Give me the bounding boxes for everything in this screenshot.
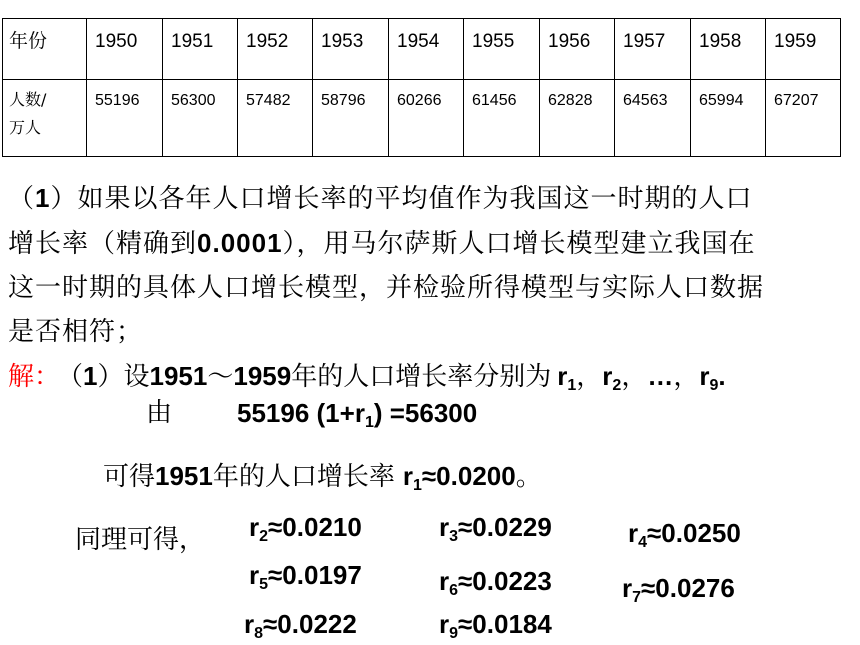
population-value: 56300 bbox=[171, 92, 216, 109]
rate-symbol: r bbox=[402, 461, 413, 491]
population-value: 62828 bbox=[548, 92, 593, 109]
solution-part: 年的人口增长率分别为 bbox=[291, 362, 552, 392]
year-cell bbox=[163, 19, 238, 80]
rate-symbol: r bbox=[439, 566, 450, 596]
year-header-cell bbox=[3, 19, 87, 80]
rate-symbol: r bbox=[602, 361, 613, 391]
year-cell bbox=[766, 19, 841, 80]
population-cell bbox=[389, 80, 464, 157]
population-cell bbox=[87, 80, 163, 157]
rate-value: ≈0.0229 bbox=[458, 512, 552, 542]
rate-subscript: 4 bbox=[638, 534, 648, 551]
year-to: 1959 bbox=[233, 361, 292, 391]
population-value: 58796 bbox=[321, 92, 366, 109]
population-value: 64563 bbox=[623, 92, 668, 109]
question-line bbox=[8, 221, 853, 266]
year-cell bbox=[540, 19, 615, 80]
rate-r3 bbox=[439, 512, 552, 546]
rate-subscript: 2 bbox=[612, 377, 622, 394]
result-part: 可得 bbox=[103, 462, 156, 492]
solution-part: （ bbox=[70, 362, 84, 392]
population-header-line1: 人数/ bbox=[9, 90, 47, 109]
year-value: 1956 bbox=[548, 31, 591, 52]
solution-line bbox=[8, 356, 726, 395]
question-line: 这一时期的具体人口增长模型，并检验所得模型与实际人口数据 bbox=[8, 273, 765, 303]
rate-subscript: 9 bbox=[449, 625, 459, 642]
population-row bbox=[3, 80, 841, 157]
rate-value: ≈0.0250 bbox=[647, 518, 741, 548]
rate-symbol: r bbox=[249, 560, 260, 590]
solution-label: 解： bbox=[8, 362, 61, 392]
equation-left: 55196 (1+r bbox=[237, 398, 365, 428]
year-cell bbox=[691, 19, 766, 80]
population-value: 67207 bbox=[774, 92, 819, 109]
similarly-label: 同理可得， bbox=[75, 525, 206, 555]
population-value: 61456 bbox=[472, 92, 517, 109]
rate-r9 bbox=[439, 609, 552, 643]
rate-symbol: r bbox=[622, 573, 633, 603]
result-year: 1951 bbox=[155, 461, 213, 491]
population-cell bbox=[464, 80, 540, 157]
population-cell bbox=[163, 80, 238, 157]
rate-subscript: 5 bbox=[259, 576, 269, 593]
population-value: 60266 bbox=[397, 92, 442, 109]
precision-value: 0.0001 bbox=[197, 228, 283, 258]
year-value: 1957 bbox=[623, 31, 666, 52]
rate-subscript: 3 bbox=[449, 528, 459, 545]
population-value: 57482 bbox=[246, 92, 291, 109]
year-from: 1951 bbox=[149, 361, 208, 391]
year-cell bbox=[464, 19, 540, 80]
step-number: 1 bbox=[83, 361, 98, 391]
rate-r4 bbox=[628, 518, 741, 552]
solution-part: ）设 bbox=[97, 362, 150, 392]
period: . bbox=[718, 361, 726, 391]
population-header bbox=[3, 80, 86, 142]
rate-value: ≈0.0210 bbox=[268, 512, 362, 542]
equation bbox=[237, 398, 477, 432]
rate-subscript: 6 bbox=[449, 582, 459, 599]
year-value: 1958 bbox=[699, 31, 742, 52]
rate-value: ≈0.0223 bbox=[458, 566, 552, 596]
ellipsis: … bbox=[647, 361, 674, 391]
year-cell bbox=[87, 19, 163, 80]
rate-subscript: 1 bbox=[413, 477, 422, 494]
year-value: 1955 bbox=[472, 31, 515, 52]
year-value: 1950 bbox=[95, 31, 138, 52]
population-cell bbox=[766, 80, 841, 157]
question-part: （ bbox=[8, 184, 36, 214]
range-tilde: ～ bbox=[207, 362, 234, 392]
year-value: 1951 bbox=[171, 31, 214, 52]
rate-subscript: 1 bbox=[567, 377, 577, 394]
comma: ， bbox=[621, 362, 648, 392]
population-table bbox=[2, 18, 841, 157]
population-value: 55196 bbox=[95, 92, 140, 109]
rate-r2 bbox=[249, 512, 362, 546]
rate-subscript: 8 bbox=[254, 625, 264, 642]
comma: ， bbox=[576, 362, 603, 392]
year-value: 1952 bbox=[246, 31, 289, 52]
rate-value: ≈0.0197 bbox=[268, 560, 362, 590]
population-header-cell bbox=[3, 80, 87, 157]
rate-r6 bbox=[439, 566, 552, 600]
result-line bbox=[103, 456, 542, 495]
year-cell bbox=[238, 19, 313, 80]
year-header: 年份 bbox=[9, 30, 48, 52]
result-value: ≈0.0200 bbox=[421, 461, 516, 491]
year-cell bbox=[389, 19, 464, 80]
equation-subscript: 1 bbox=[364, 414, 374, 431]
result-part: 年的人口增长率 bbox=[212, 462, 395, 492]
question-text bbox=[8, 176, 853, 354]
question-part: 增长率（精确到 bbox=[8, 229, 198, 259]
year-value: 1953 bbox=[321, 31, 364, 52]
population-value: 65994 bbox=[699, 92, 744, 109]
rate-symbol: r bbox=[439, 609, 450, 639]
year-cell bbox=[615, 19, 691, 80]
rate-symbol: r bbox=[699, 361, 710, 391]
rate-subscript: 2 bbox=[259, 528, 269, 545]
rate-symbol: r bbox=[244, 609, 255, 639]
population-cell bbox=[540, 80, 615, 157]
equation-right: ) =56300 bbox=[373, 398, 478, 428]
rate-value: ≈0.0184 bbox=[458, 609, 552, 639]
population-cell bbox=[313, 80, 389, 157]
rate-symbol: r bbox=[628, 518, 639, 548]
comma: ， bbox=[673, 362, 700, 392]
year-cell bbox=[313, 19, 389, 80]
rate-r7 bbox=[622, 573, 735, 607]
question-part: ）如果以各年人口增长率的平均值作为我国这一时期的人口 bbox=[50, 184, 753, 214]
rate-symbol: r bbox=[249, 512, 260, 542]
population-header-line2: 万人 bbox=[9, 118, 42, 137]
rate-value: ≈0.0222 bbox=[263, 609, 357, 639]
question-part: ），用马尔萨斯人口增长模型建立我国在 bbox=[282, 229, 756, 259]
question-line bbox=[8, 176, 853, 221]
rate-symbol: r bbox=[557, 361, 568, 391]
rate-subscript: 7 bbox=[632, 589, 642, 606]
year-value: 1959 bbox=[774, 31, 817, 52]
result-end: 。 bbox=[515, 462, 542, 492]
question-number: 1 bbox=[35, 183, 51, 213]
solution-you: 由 bbox=[146, 398, 173, 428]
rate-subscript: 9 bbox=[709, 377, 719, 394]
rate-value: ≈0.0276 bbox=[641, 573, 735, 603]
rate-symbol: r bbox=[439, 512, 450, 542]
population-cell bbox=[238, 80, 313, 157]
population-cell bbox=[691, 80, 766, 157]
population-cell bbox=[615, 80, 691, 157]
rate-r5 bbox=[249, 560, 362, 594]
year-row bbox=[3, 19, 841, 80]
year-value: 1954 bbox=[397, 31, 440, 52]
rate-r8 bbox=[244, 609, 357, 643]
question-line: 是否相符； bbox=[8, 317, 144, 347]
